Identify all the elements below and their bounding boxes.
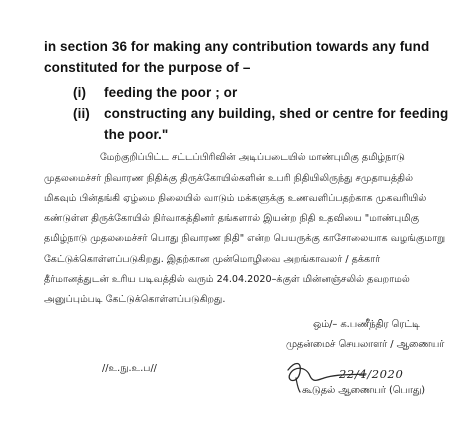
signatory-name: ஒம்/– க.பணீந்திர ரெட்டி xyxy=(313,319,420,330)
additional-commissioner-title: கூடுதல் ஆணையர் (பொது) xyxy=(302,385,426,396)
tamil-paragraph-line-3: மிகவும் பின்தங்கி ஏழ்மை நிலையில் வாடும் மக்களுக்கு உணவளிப்பதற்காக முகவரியில் xyxy=(44,193,427,204)
forwarded-marker: //உ.நு.உ.ப// xyxy=(102,363,157,374)
tamil-paragraph-line-8: அனுப்பும்படி கேட்டுக்கொள்ளப்படுகிறது. xyxy=(44,294,226,305)
item-1-text: feeding the poor ; or xyxy=(104,85,238,100)
tamil-paragraph-line-5: தமிழ்நாடு முதலமைச்சர் பொது நிவாரண நிதி" என்ற பெயருக்கு காசோலையாக வழங்குமாறு xyxy=(44,233,446,244)
item-2-number: (ii) xyxy=(73,106,90,121)
item-2-text-line-2: the poor." xyxy=(104,127,169,142)
tamil-paragraph-line-2: முதலமைச்சர் நிவாரண நிதிக்கு திருக்கோயில்களின் உபரி நிதியிலிருந்து சமுதாயத்தில் xyxy=(44,173,414,184)
clause-text-line-1: in section 36 for making any contribution towards any fund xyxy=(44,39,430,54)
clause-text-line-2: constituted for the purpose of – xyxy=(44,60,251,75)
signatory-title: முதன்மைச் செயலாளர் / ஆணையர் xyxy=(286,339,445,350)
tamil-paragraph-line-4: கண்டுள்ள திருக்கோயில் நிர்வாகத்தினர் தங்களால் இயன்ற நிதி உதவியை "மாண்புமிகு xyxy=(44,213,420,224)
tamil-paragraph-line-1: மேற்குறிப்பிட்ட சட்டப்பிரிவின் அடிப்படையில் மாண்புமிகு தமிழ்நாடு xyxy=(100,152,405,163)
item-2-text-line-1: constructing any building, shed or centre for feeding xyxy=(104,106,449,121)
signature-date: 22/4/2020 xyxy=(339,367,404,381)
tamil-paragraph-line-7: தீர்மானத்துடன் உரிய படிவத்தில் வரும் 24.04.2020–க்குள் மின்னஞ்சலில் தவறாமல் xyxy=(44,274,410,285)
item-1-number: (i) xyxy=(73,85,87,100)
tamil-paragraph-line-6: கேட்டுக்கொள்ளப்படுகிறது. இதற்கான முன்மொழிவை அறங்காவலர் / தக்கார் xyxy=(44,254,381,265)
